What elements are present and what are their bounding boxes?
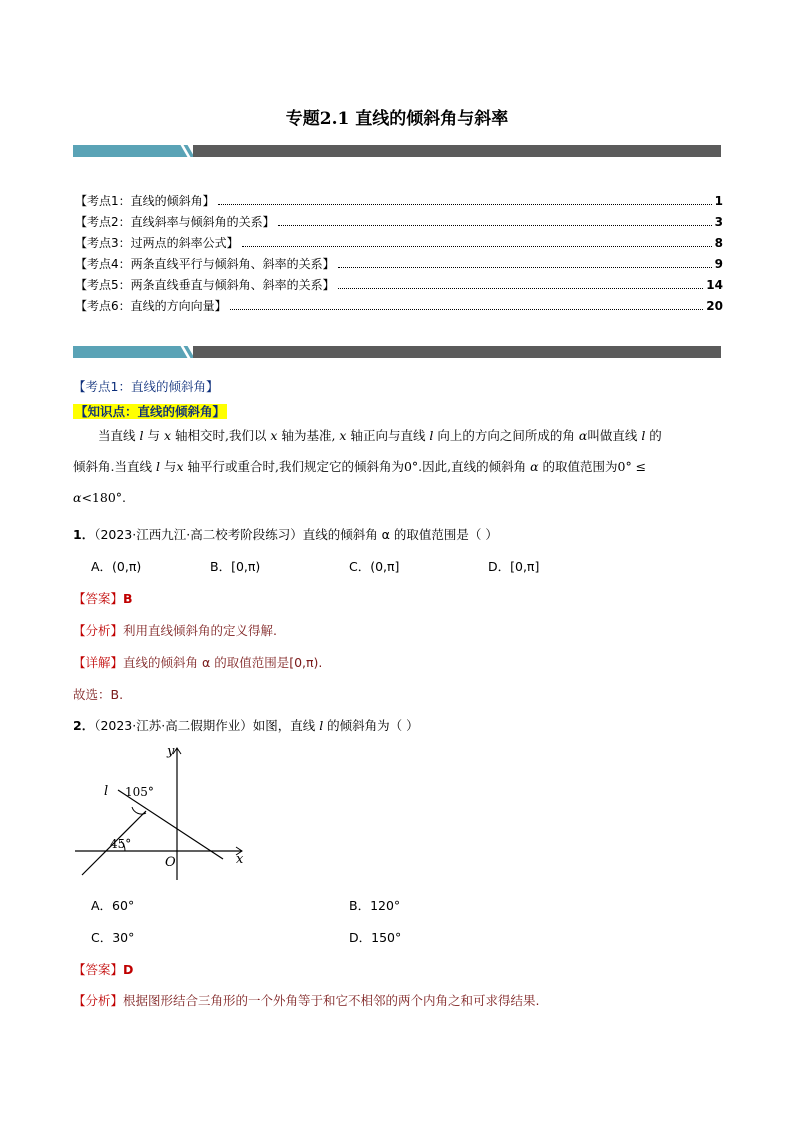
knowledge-paragraph: 当直线 l 与 x 轴相交时,我们以 x 轴为基准, x 轴正向与直线 l 向上的方向之间所成的角 α叫做直线 l 的 倾斜角.当直线 l 与x 轴平行或重合时,我们规定它的倾斜角为0°.因此,直线的倾斜角 α 的取值范围为0° ≤ α<180°. [73,428,662,505]
q2-figure [70,740,255,885]
label-105: 105° [125,785,154,799]
q1-stem: 1．（2023·江西九江·高二校考阶段练习）直线的倾斜角 α 的取值范围是（ ） [73,527,498,542]
q1-conclusion: 故选：B. [73,687,124,702]
q2-analysis: 【分析】根据图形结合三角形的一个外角等于和它不相邻的两个内角之和可求得结果. [73,993,540,1008]
toc-item[interactable]: 【考点6：直线的方向向量】 20 [75,299,723,313]
q2-stem: 2．（2023·江苏·高二假期作业）如图，直线 l 的倾斜角为（ ） [73,718,419,733]
q1-option-d[interactable]: D．[0,π] [488,559,540,574]
label-x: x [236,852,244,867]
section-divider-bar [73,346,721,358]
toc-item[interactable]: 【考点2：直线斜率与倾斜角的关系】 3 [75,215,723,229]
q1-answer: 【答案】B [73,591,133,606]
q1-detail: 【详解】直线的倾斜角 α 的取值范围是[0,π). [73,655,323,670]
q2-option-c[interactable]: C．30° [91,930,135,945]
toc-item[interactable]: 【考点4：两条直线平行与倾斜角、斜率的关系】 9 [75,257,723,271]
label-o: O [165,855,176,870]
q2-answer: 【答案】D [73,962,134,977]
label-l: l [104,784,109,799]
title-divider-bar [73,145,721,157]
label-45: 45° [110,837,132,851]
label-y: y [167,744,175,759]
toc-item[interactable]: 【考点1：直线的倾斜角】 1 [75,194,723,208]
toc-item[interactable]: 【考点3：过两点的斜率公式】 8 [75,236,723,250]
table-of-contents [75,192,723,318]
q1-analysis: 【分析】利用直线倾斜角的定义得解. [73,623,277,638]
section-heading: 【考点1：直线的倾斜角】 [73,379,219,394]
q1-option-c[interactable]: C．(0,π] [349,559,400,574]
q2-option-a[interactable]: A．60° [91,898,135,913]
q2-option-d[interactable]: D．150° [349,930,402,945]
q2-option-b[interactable]: B．120° [349,898,401,913]
knowledge-tag: 【知识点：直线的倾斜角】 [75,404,226,419]
toc-item[interactable]: 【考点5：两条直线垂直与倾斜角、斜率的关系】 14 [75,278,723,292]
q1-option-a[interactable]: A．(0,π) [91,559,142,574]
line-l [118,790,223,859]
page-title: 专题2.1 直线的倾斜角与斜率 [285,109,509,129]
q1-option-b[interactable]: B．[0,π) [210,559,261,574]
